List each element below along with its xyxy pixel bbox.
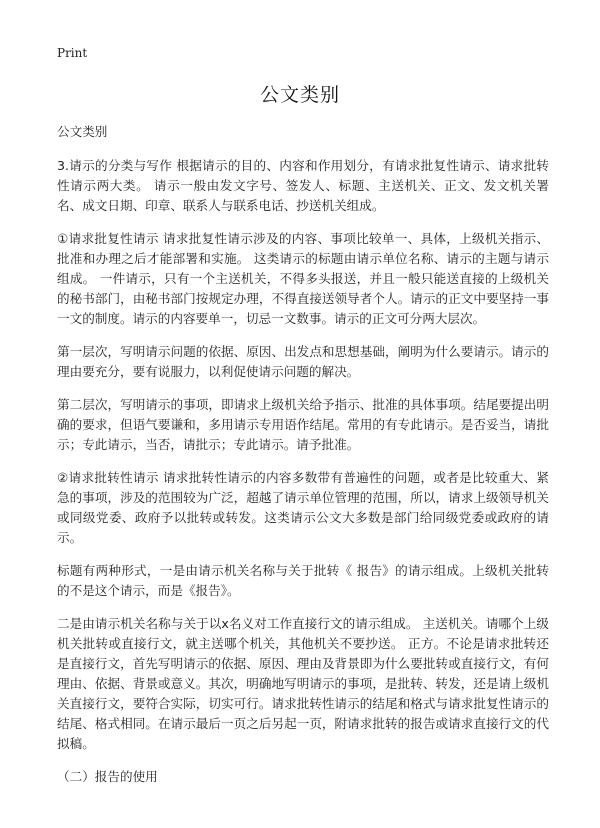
page-title: 公文类别: [259, 84, 340, 106]
paragraph: 3.请示的分类与写作 根据请示的目的、内容和作用划分，有请求批复性请示、请求批转性请示两大类。 请示一般由发文字号、签发人、标题、主送机关、正文、发文机关署名、成文日期、印章、联系人与联系电话、抄送机关组成。: [57, 158, 549, 213]
subject-line: 公文类别: [57, 124, 108, 139]
paragraph: 第二层次，写明请示的事项，即请求上级机关给予指示、批准的具体事项。结尾要提出明确的要求，但语气要谦和，多用请示专用语作结尾。常用的有专此请示。是否妥当，请批示；专此请示，当否，请批示；专此请示。请予批准。: [57, 397, 549, 452]
paragraph: ①请求批复性请示 请求批复性请示涉及的内容、事项比较单一、具体，上级机关指示、批准和办理之后才能部署和实施。 这类请示的标题由请示单位名称、请示的主题与请示组成。 一件请示，只有一个主送机关，不得多头报送，并且一般只能送直接的上级机关的秘书部门，由秘书部门按规定办理，不得直接送领导者个人。请示的正文中要坚持一事一文的制度。请示的内容要单一，切忌一文数事。请示的正文可分两大层次。: [57, 231, 549, 326]
paragraph: 标题有两种形式，一是由请示机关名称与关于批转《 报告》的请示组成。上级机关批转的不是这个请示，而是《报告》。: [57, 563, 549, 598]
paragraph: 二是由请示机关名称与关于以x名义对工作直接行文的请示组成。 主送机关。请哪个上级机关批转或直接行文，就主送哪个机关，其他机关不要抄送。 正方。不论是请求批转还是直接行文，首先写明请示的依据、原因、理由及背景即为什么要批转或直接行文，有何理由、依据、背景或意义。其次，明确地写明请示的事项，是批转、转发，还是请上级机关直接行文，要符合实际，切实可行。请求批转性请示的结尾和格式与请求批复性请示的结尾、格式相同。在请示最后一页之后另起一页，附请求批转的报告或请求直接行文的代拟稿。: [57, 616, 549, 751]
document-body: [57, 122, 549, 800]
paragraph: 第一层次，写明请示问题的依据、原因、出发点和思想基础，阐明为什么要请示。请示的理由要充分，要有说服力，以利促使请示问题的解决。: [57, 344, 549, 379]
section-heading: （二）报告的使用: [57, 769, 158, 784]
print-link[interactable]: Print: [57, 46, 88, 60]
paragraph: ②请求批转性请示 请求批转性请示的内容多数带有普遍性的问题，或者是比较重大、紧急的事项，涉及的范围较为广泛，超越了请示单位管理的范围，所以，请求上级领导机关或同级党委、政府予以批转或转发。这类请示公文大多数是部门给同级党委或政府的请示。: [57, 470, 549, 545]
